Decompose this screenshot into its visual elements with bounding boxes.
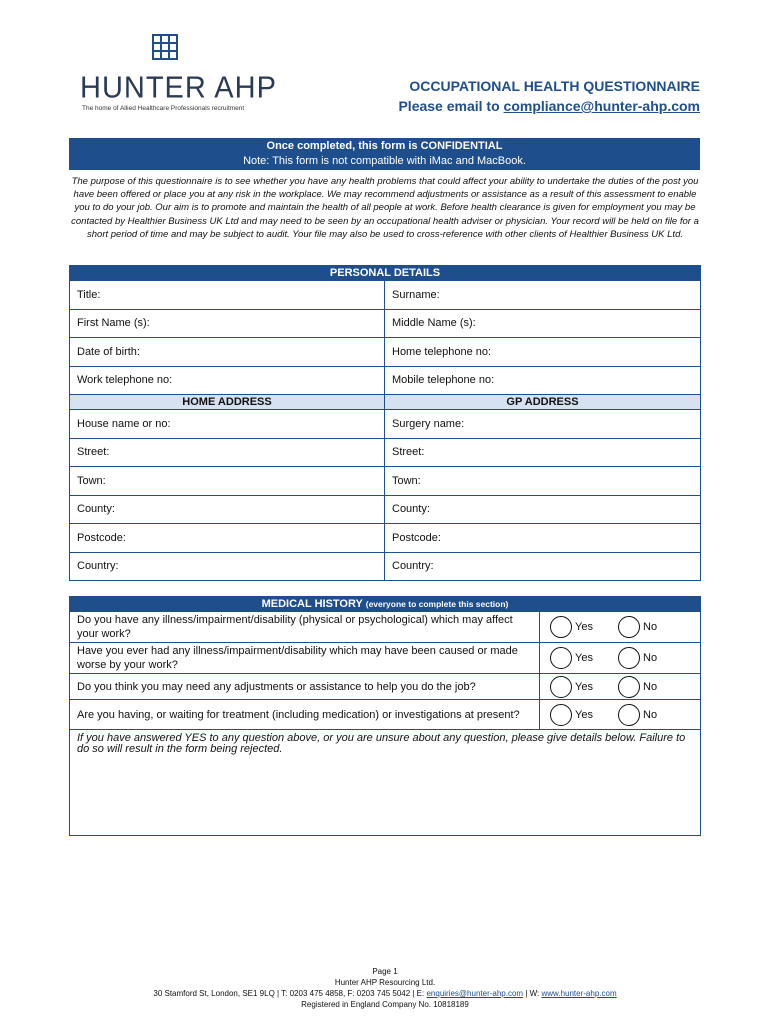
q2-no-option[interactable]	[618, 647, 657, 669]
radio-icon[interactable]	[618, 704, 640, 726]
q1-no-option[interactable]	[618, 616, 657, 638]
medical-question-2: Have you ever had any illness/impairment/disability which may have been caused or made worse by your work?	[70, 643, 540, 674]
page-title: OCCUPATIONAL HEALTH QUESTIONNAIRE	[409, 78, 700, 94]
medical-question-1: Do you have any illness/impairment/disability (physical or psychological) which may affect your work?	[70, 612, 540, 643]
q2-yes-option[interactable]	[550, 647, 593, 669]
home-postcode-field[interactable]: Postcode:	[70, 524, 385, 553]
medical-details-instructions: If you have answered YES to any question above, or you are unsure about any question, please give details below. Failure to do so will result in the form being rejected.	[77, 732, 686, 755]
purpose-paragraph: The purpose of this questionnaire is to see whether you have any health problems that could affect your ability to undertake the duties of the post you have been offered or place you at any risk in the workplace. We may recommend adjustments or assistance as a result of this assessment to enable you to do your job. Our aim is to promote and maintain the health of all people at work. Before health clearance is given for employment you may be contacted by Healthier Business UK Ltd and may need to be seen by an occupational health adviser or physician. Your record will be held on file for a short period of time and may be subject to audit. Your file may also be used to cross-reference with other clients of Healthier Business UK Ltd.	[71, 176, 699, 240]
confidential-notice: Once completed, this form is CONFIDENTIAL	[266, 140, 503, 152]
home-country-field[interactable]: Country:	[70, 552, 385, 581]
no-label: No	[643, 621, 658, 633]
house-name-field[interactable]: House name or no:	[70, 410, 385, 439]
yes-label: Yes	[575, 680, 593, 693]
radio-icon[interactable]	[618, 647, 640, 669]
grid-logo-icon	[152, 34, 178, 60]
home-telephone-field[interactable]: Home telephone no:	[385, 338, 701, 367]
first-name-field[interactable]: First Name (s):	[70, 309, 385, 338]
page-footer	[0, 966, 770, 1010]
medical-answer-4	[540, 700, 701, 730]
medical-answer-1	[540, 612, 701, 643]
radio-icon[interactable]	[550, 676, 572, 698]
medical-history-heading	[70, 597, 701, 612]
page-number: Page 1	[372, 967, 398, 976]
logo-tagline: The home of Allied Healthcare Professionals recruitment	[82, 105, 245, 112]
q4-yes-option[interactable]	[550, 704, 593, 726]
title-field[interactable]: Title:	[70, 281, 385, 310]
medical-history-title: MEDICAL HISTORY	[261, 598, 363, 610]
q3-no-option[interactable]	[618, 676, 657, 698]
home-street-field[interactable]: Street:	[70, 438, 385, 467]
radio-icon[interactable]	[550, 704, 572, 726]
medical-answer-2	[540, 643, 701, 674]
home-county-field[interactable]: County:	[70, 495, 385, 524]
yes-label: Yes	[575, 621, 593, 633]
medical-question-3: Do you think you may need any adjustments or assistance to help you do the job?	[70, 674, 540, 700]
home-town-field[interactable]: Town:	[70, 467, 385, 496]
radio-icon[interactable]	[550, 616, 572, 638]
radio-icon[interactable]	[618, 616, 640, 638]
medical-question-4: Are you having, or waiting for treatment (including medication) or investigations at present?	[70, 700, 540, 730]
website-link[interactable]: www.hunter-ahp.com	[541, 989, 617, 998]
email-prefix: Please email to	[398, 98, 504, 114]
compatibility-note: Note: This form is not compatible with iMac and MacBook.	[243, 155, 526, 167]
gp-postcode-field[interactable]: Postcode:	[385, 524, 701, 553]
web-prefix: | W:	[523, 989, 542, 998]
enquiries-email-link[interactable]: enquiries@hunter-ahp.com	[426, 989, 524, 998]
gp-address-heading: GP ADDRESS	[385, 395, 701, 410]
gp-county-field[interactable]: County:	[385, 495, 701, 524]
no-label: No	[643, 680, 658, 693]
compliance-email-link[interactable]: compliance@hunter-ahp.com	[503, 98, 700, 114]
medical-answer-3	[540, 674, 701, 700]
medical-history-note: (everyone to complete this section)	[365, 599, 509, 609]
home-address-heading: HOME ADDRESS	[70, 395, 385, 410]
logo-wordmark: HUNTER AHP	[80, 71, 277, 105]
q1-yes-option[interactable]	[550, 616, 593, 638]
yes-label: Yes	[575, 652, 593, 664]
date-of-birth-field[interactable]: Date of birth:	[70, 338, 385, 367]
gp-street-field[interactable]: Street:	[385, 438, 701, 467]
surgery-name-field[interactable]: Surgery name:	[385, 410, 701, 439]
radio-icon[interactable]	[618, 676, 640, 698]
q3-yes-option[interactable]	[550, 676, 593, 698]
registration-text: Registered in England Company No. 10818189	[301, 1000, 469, 1009]
work-telephone-field[interactable]: Work telephone no:	[70, 366, 385, 395]
medical-history-table	[69, 596, 701, 836]
confidential-banner	[69, 138, 700, 170]
mobile-telephone-field[interactable]: Mobile telephone no:	[385, 366, 701, 395]
medical-details-textarea[interactable]	[70, 730, 701, 836]
q4-no-option[interactable]	[618, 704, 657, 726]
form-title-block	[398, 78, 700, 114]
no-label: No	[643, 652, 658, 664]
personal-details-table	[69, 265, 701, 581]
radio-icon[interactable]	[550, 647, 572, 669]
gp-country-field[interactable]: Country:	[385, 552, 701, 581]
company-name: Hunter AHP Resourcing Ltd.	[334, 978, 436, 987]
personal-details-heading: PERSONAL DETAILS	[70, 266, 701, 281]
no-label: No	[643, 708, 658, 721]
middle-name-field[interactable]: Middle Name (s):	[385, 309, 701, 338]
surname-field[interactable]: Surname:	[385, 281, 701, 310]
contact-line	[0, 988, 770, 999]
address-text: 30 Stamford St, London, SE1 9LQ | T: 0203 475 4858, F: 0203 745 5042 | E:	[153, 989, 427, 998]
email-instruction	[398, 98, 700, 114]
yes-label: Yes	[575, 708, 593, 721]
gp-town-field[interactable]: Town:	[385, 467, 701, 496]
